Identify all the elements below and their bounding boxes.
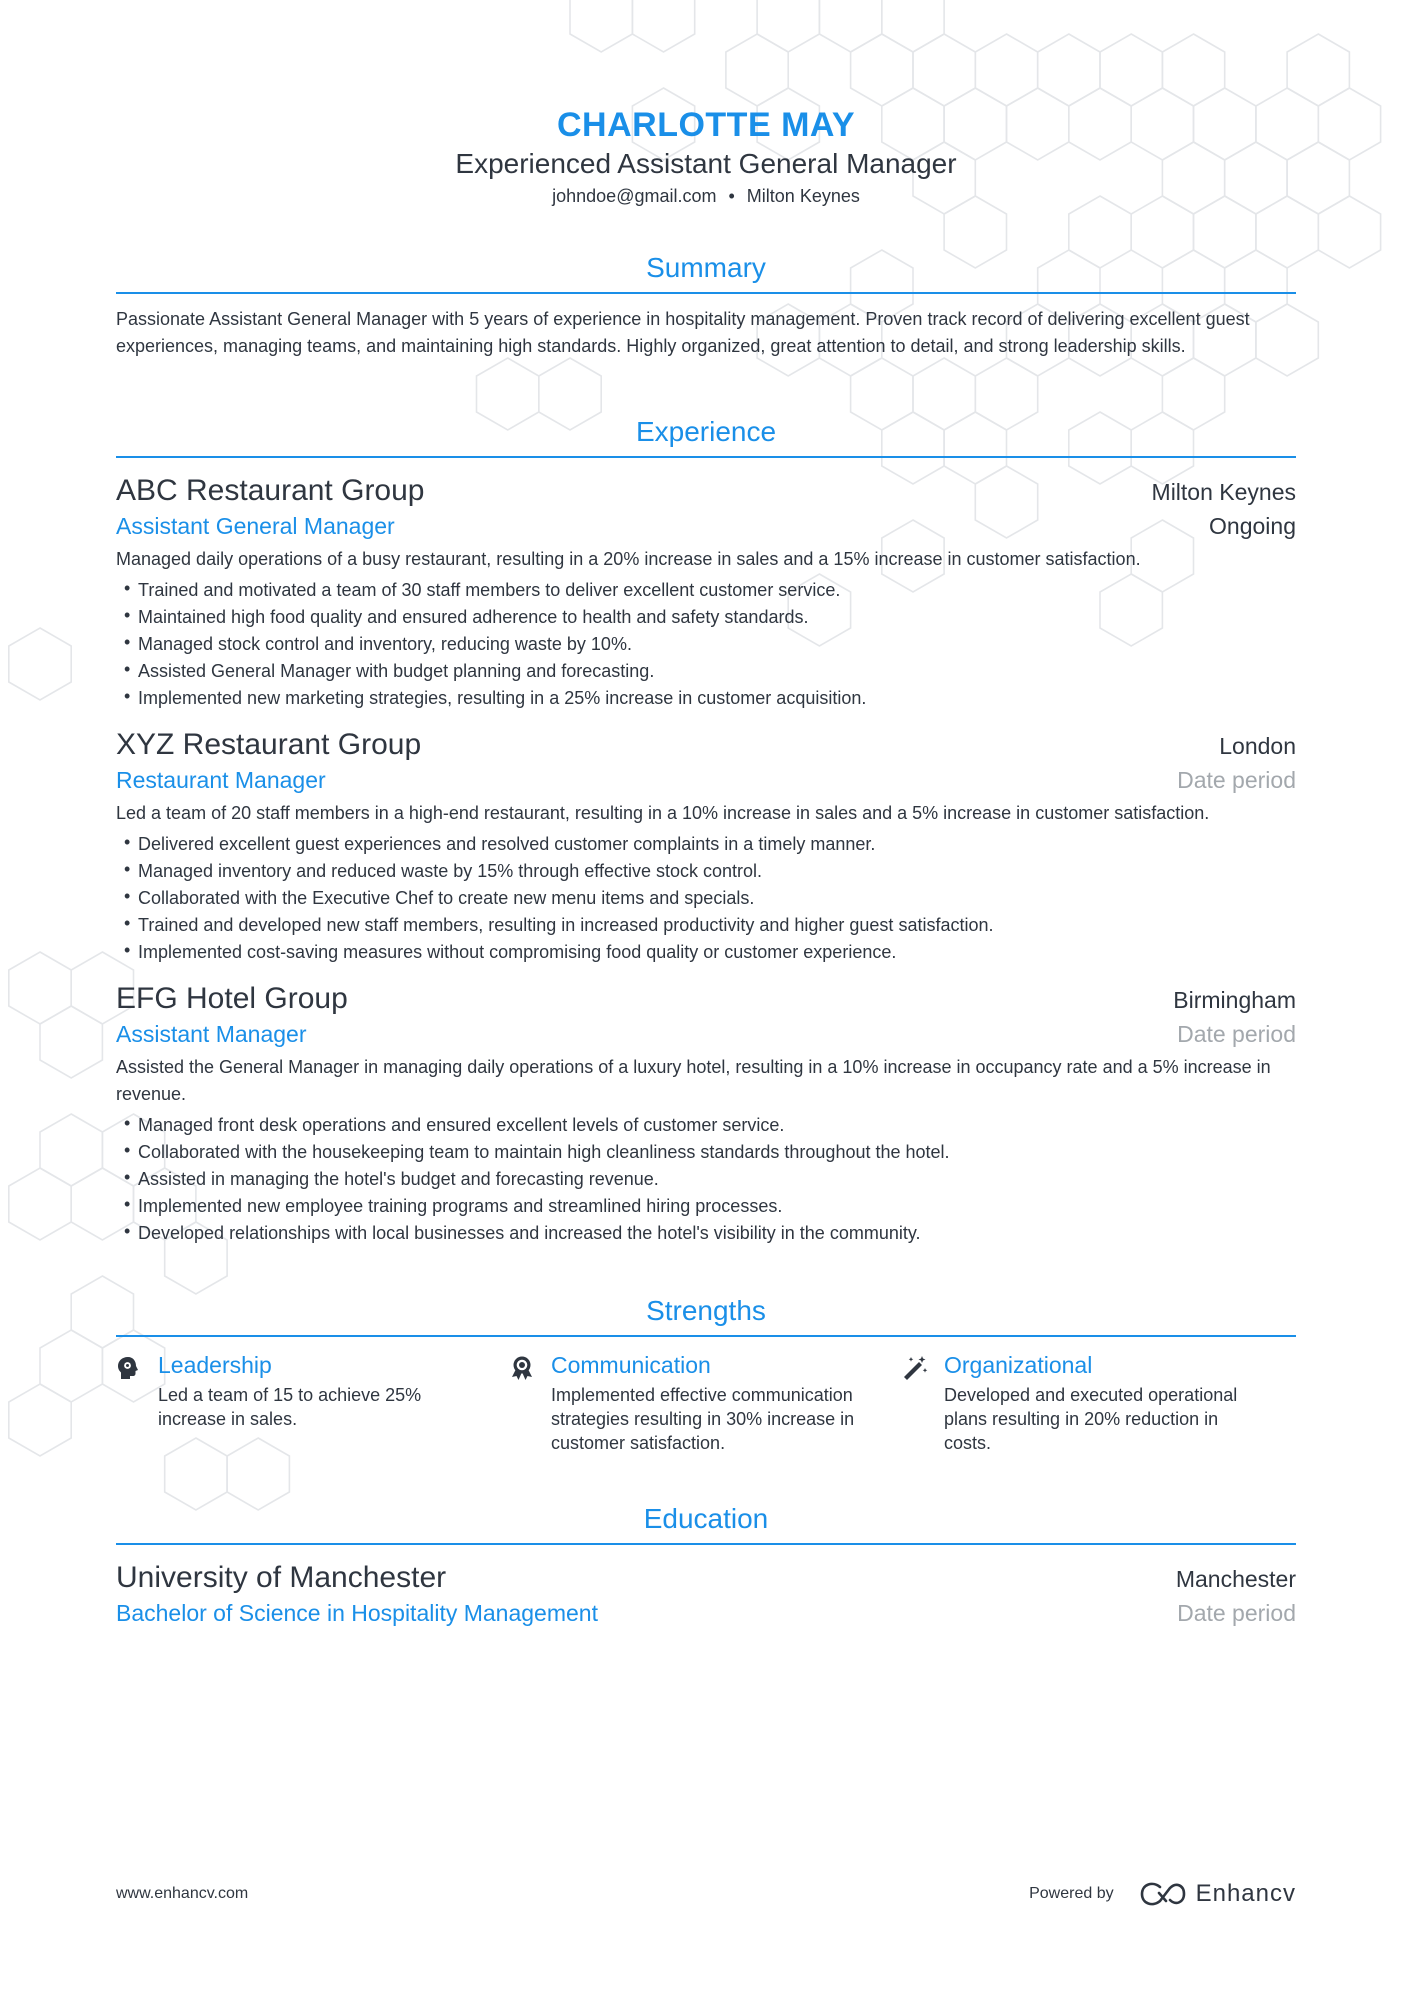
candidate-name: CHARLOTTE MAY xyxy=(556,106,856,144)
job-period: Ongoing xyxy=(1209,513,1296,539)
resume-header xyxy=(116,0,1296,208)
school-location: Manchester xyxy=(1175,1566,1296,1592)
job-description: Assisted the General Manager in managing daily operations of a luxury hotel, resulting in a 10% increase in occupancy rate and a 5% increase in revenue. xyxy=(116,1057,1271,1104)
degree-name: Bachelor of Science in Hospitality Management xyxy=(116,1600,598,1626)
brand-name: Enhancv xyxy=(1195,1880,1296,1907)
job-role: Restaurant Manager xyxy=(116,767,326,793)
enhancv-brand[interactable] xyxy=(1140,1880,1296,1908)
experience-section xyxy=(116,414,1296,1247)
job-description: Managed daily operations of a busy restaurant, resulting in a 20% increase in sales and a 15% increase in customer satisfaction. xyxy=(116,549,1141,569)
job-entry-xyz xyxy=(116,726,1296,966)
email-text: johndoe@gmail.com xyxy=(552,186,717,206)
hexagon-shape xyxy=(9,952,71,1024)
job-location: Birmingham xyxy=(1173,987,1296,1013)
hexagon-shape xyxy=(9,628,71,700)
education-entry xyxy=(116,1559,1296,1629)
candidate-title: Experienced Assistant General Manager xyxy=(455,148,957,179)
bullet-item: • Assisted General Manager with budget planning and forecasting. xyxy=(124,658,1296,685)
hexagon-shape xyxy=(40,1330,102,1402)
hexagon-shape xyxy=(1287,142,1349,214)
hexagon-shape xyxy=(9,1168,71,1240)
strength-description: Implemented effective communication strategies resulting in 30% increase in customer satisfaction. xyxy=(551,1385,855,1453)
hexagon-shape xyxy=(40,1114,102,1186)
summary-heading: Summary xyxy=(116,250,1296,294)
strength-leadership xyxy=(116,1349,509,1455)
powered-by-label: Powered by xyxy=(1029,1885,1114,1902)
bullet-item: • Trained and developed new staff members, resulting in increased productivity and higher guest satisfaction. xyxy=(124,912,1296,939)
company-name: XYZ Restaurant Group xyxy=(116,728,422,761)
bullet-item: • Trained and motivated a team of 30 staff members to deliver excellent customer service. xyxy=(124,577,1296,604)
bullet-item: • Assisted in managing the hotel's budget and forecasting revenue. xyxy=(124,1166,1296,1193)
summary-section xyxy=(116,250,1296,360)
powered-by xyxy=(1029,1880,1296,1908)
school-name: University of Manchester xyxy=(116,1561,447,1594)
job-location: London xyxy=(1219,733,1296,759)
head-brain-icon xyxy=(116,1349,158,1455)
strength-description: Led a team of 15 to achieve 25% increase in sales. xyxy=(158,1385,422,1429)
bullet-item: • Managed stock control and inventory, reducing waste by 10%. xyxy=(124,631,1296,658)
strengths-section xyxy=(116,1293,1296,1455)
bullet-item: • Collaborated with the housekeeping team to maintain high cleanliness standards throughout the hotel. xyxy=(124,1139,1296,1166)
job-period: Date period xyxy=(1177,1021,1296,1047)
experience-heading: Experience xyxy=(116,414,1296,458)
bullet-item: • Maintained high food quality and ensured adherence to health and safety standards. xyxy=(124,604,1296,631)
bullet-item: • Implemented new employee training programs and streamlined hiring processes. xyxy=(124,1193,1296,1220)
bullet-item: • Implemented cost-saving measures without compromising food quality or customer experience. xyxy=(124,939,1296,966)
footer-url-link[interactable]: www.enhancv.com xyxy=(116,1885,249,1902)
bullet-item: • Managed front desk operations and ensured excellent levels of customer service. xyxy=(124,1112,1296,1139)
strength-name: Leadership xyxy=(158,1352,272,1378)
page-footer xyxy=(116,1880,1296,1908)
job-role: Assistant Manager xyxy=(116,1021,307,1047)
strength-communication xyxy=(509,1349,902,1455)
education-period: Date period xyxy=(1177,1600,1296,1626)
bullet-item: • Collaborated with the Executive Chef to create new menu items and specials. xyxy=(124,885,1296,912)
job-bullets xyxy=(116,831,1296,966)
job-entry-abc xyxy=(116,472,1296,712)
award-ribbon-icon xyxy=(509,1349,551,1455)
education-section xyxy=(116,1501,1296,1629)
resume-page xyxy=(116,0,1296,1907)
hexagon-shape xyxy=(1318,88,1380,160)
bullet-item: • Implemented new marketing strategies, resulting in a 25% increase in customer acquisition. xyxy=(124,685,1296,712)
job-entry-efg xyxy=(116,980,1296,1247)
job-bullets xyxy=(116,1112,1296,1247)
bullet-item: • Managed inventory and reduced waste by 15% through effective stock control. xyxy=(124,858,1296,885)
strength-organizational xyxy=(902,1349,1295,1455)
job-role: Assistant General Manager xyxy=(116,513,395,539)
company-name: ABC Restaurant Group xyxy=(116,474,425,507)
strengths-heading: Strengths xyxy=(116,1293,1296,1337)
hexagon-shape xyxy=(40,1006,102,1078)
magic-wand-icon xyxy=(902,1349,944,1455)
hexagon-shape xyxy=(9,1384,71,1456)
summary-text: Passionate Assistant General Manager with 5 years of experience in hospitality management. Proven track record of delivering excellent guest experiences, managing teams, and maintaining high standards. Highly organized, great attention to detail, and strong leadership skills. xyxy=(116,309,1250,356)
bullet-item: • Delivered excellent guest experiences and resolved customer complaints in a timely manner. xyxy=(124,831,1296,858)
hexagon-shape xyxy=(1318,196,1380,268)
enhancv-logo-icon xyxy=(1140,1882,1186,1906)
job-description: Led a team of 20 staff members in a high-end restaurant, resulting in a 10% increase in sales and a 5% increase in customer satisfaction. xyxy=(116,803,1210,823)
job-bullets xyxy=(116,577,1296,712)
job-location: Milton Keynes xyxy=(1151,479,1296,505)
strength-name: Organizational xyxy=(944,1352,1093,1378)
hexagon-shape xyxy=(1287,34,1349,106)
company-name: EFG Hotel Group xyxy=(116,982,348,1015)
job-period: Date period xyxy=(1177,767,1296,793)
contact-line xyxy=(116,184,1296,208)
bullet-item: • Developed relationships with local businesses and increased the hotel's visibility in the community. xyxy=(124,1220,1296,1247)
contact-separator: • xyxy=(728,186,735,206)
education-heading: Education xyxy=(116,1501,1296,1545)
strength-name: Communication xyxy=(551,1352,711,1378)
strength-description: Developed and executed operational plans resulting in 20% reduction in costs. xyxy=(944,1385,1238,1453)
location-text: Milton Keynes xyxy=(746,186,860,206)
